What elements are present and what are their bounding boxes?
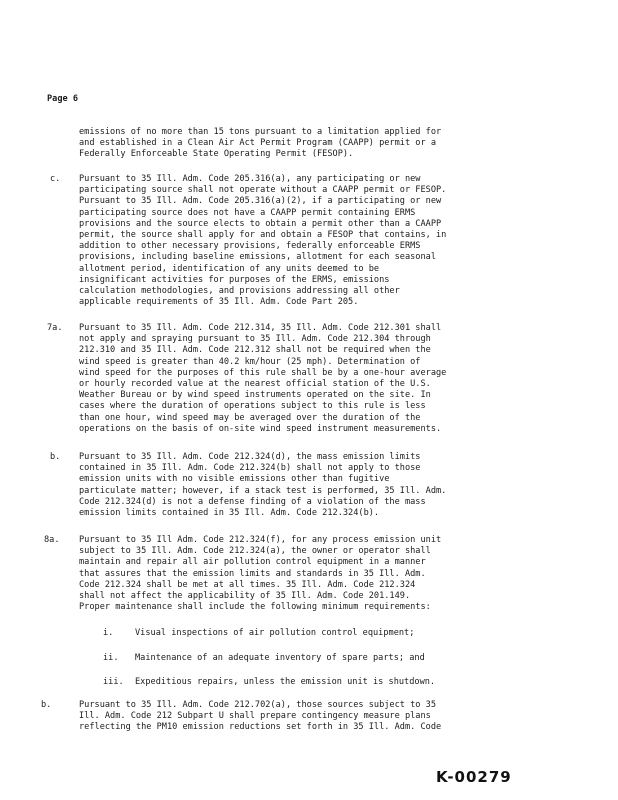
text-line: insignificant activities for purposes of the ERMS, emissions [79,274,390,285]
text-line: emission units with no visible emissions other than fugitive [79,474,390,485]
section-mark-8a: 8a. [44,535,60,545]
section-8a-paragraph [79,535,504,613]
text-line: maintain and repair all air pollution control equipment in a manner [79,557,426,568]
text-line: provisions and the source elects to obtain a permit other than a CAAPP [79,218,442,229]
text-line: or hourly recorded value at the nearest official station of the U.S. [79,379,431,390]
section-mark-c: c. [50,174,61,184]
text-line: Pursuant to 35 Ill. Adm. Code 212.314, 35 Ill. Adm. Code 212.301 shall [79,323,442,333]
text-line: Pursuant to 35 Ill. Adm. Code 212.324(d), the mass emission limits [79,452,421,462]
text-line: Weather Bureau or by wind speed instruments operated on the site. In [79,390,431,401]
intro-paragraph [79,127,504,161]
text-line: operations on the basis of on-site wind speed instrument measurements. [79,423,442,434]
text-line: Proper maintenance shall include the following minimum requirements: [79,602,431,613]
text-line: emissions of no more than 15 tons pursuant to a limitation applied for [79,127,442,137]
text-line: contained in 35 Ill. Adm. Code 212.324(b) shall not apply to those [79,463,421,474]
text-line: that assures that the emission limits and standards in 35 Ill. Adm. [79,568,426,579]
list-item-text: Expeditious repairs, unless the emission unit is shutdown. [135,677,436,687]
text-line: permit, the source shall apply for and obtain a FESOP that contains, in [79,230,447,241]
section-7b-paragraph [79,452,504,519]
text-line: 212.310 and 35 Ill. Adm. Code 212.312 shall not be required when the [79,345,431,356]
text-line: Code 212.324(d) is not a defense finding of a violation of the mass [79,496,426,507]
list-item-mark: iii. [103,677,124,687]
section-8b-paragraph [79,700,504,734]
text-line: than one hour, wind speed may be averaged over the duration of the [79,412,421,423]
section-mark-7a: 7a. [47,323,63,333]
text-line: calculation methodologies, and provisions addressing all other [79,286,400,297]
text-line: reflecting the PM10 emission reductions set forth in 35 Ill. Adm. Code [79,722,442,733]
text-line: participating source does not have a CAAPP permit containing ERMS [79,207,416,218]
section-7a-paragraph [79,323,504,435]
text-line: Ill. Adm. Code 212 Subpart U shall prepare contingency measure plans [79,711,431,722]
text-line: allotment period, identification of any units deemed to be [79,263,380,274]
text-line: Code 212.324 shall be met at all times. 35 Ill. Adm. Code 212.324 [79,579,416,590]
text-line: Pursuant to 35 Ill. Adm. Code 205.316(a), any participating or new [79,174,421,184]
text-line: Federally Enforceable State Operating Permit (FESOP). [79,149,354,160]
text-line: applicable requirements of 35 Ill. Adm. Code Part 205. [79,297,359,308]
text-line: participating source shall not operate without a CAAPP permit or FESOP. [79,185,447,196]
text-line: subject to 35 Ill. Adm. Code 212.324(a), the owner or operator shall [79,546,431,557]
text-line: Pursuant to 35 Ill. Adm. Code 205.316(a)(2), if a participating or new [79,196,442,207]
text-line: emission limits contained in 35 Ill. Adm. Code 212.324(b). [79,508,380,519]
text-line: wind speed is greater than 40.2 km/hour (25 mph). Determination of [79,356,421,367]
text-line: wind speed for the purposes of this rule shall be by a one-hour average [79,367,447,378]
text-line: Pursuant to 35 Ill Adm. Code 212.324(f), for any process emission unit [79,535,442,545]
text-line: provisions, including baseline emissions, allotment for each seasonal [79,252,436,263]
section-mark-8b: b. [41,700,52,710]
list-item-mark: ii. [103,653,119,663]
text-line: Pursuant to 35 Ill. Adm. Code 212.702(a), those sources subject to 35 [79,700,436,710]
list-item-text: Maintenance of an adequate inventory of spare parts; and [135,653,425,663]
list-item-mark: i. [103,628,114,638]
bates-stamp: K-00279 [436,768,512,786]
page-number: Page 6 [47,94,79,104]
text-line: particulate matter; however, if a stack test is performed, 35 Ill. Adm. [79,485,447,496]
section-c-paragraph [79,174,504,308]
text-line: and established in a Clean Air Act Permit Program (CAAPP) permit or a [79,138,436,149]
text-line: shall not affect the applicability of 35 Ill. Adm. Code 201.149. [79,591,411,602]
list-item-text: Visual inspections of air pollution control equipment; [135,628,415,638]
text-line: not apply and spraying pursuant to 35 Ill. Adm. Code 212.304 through [79,334,431,345]
section-mark-b: b. [50,452,61,462]
text-line: addition to other necessary provisions, federally enforceable ERMS [79,241,421,252]
text-line: cases where the duration of operations subject to this rule is less [79,401,426,412]
